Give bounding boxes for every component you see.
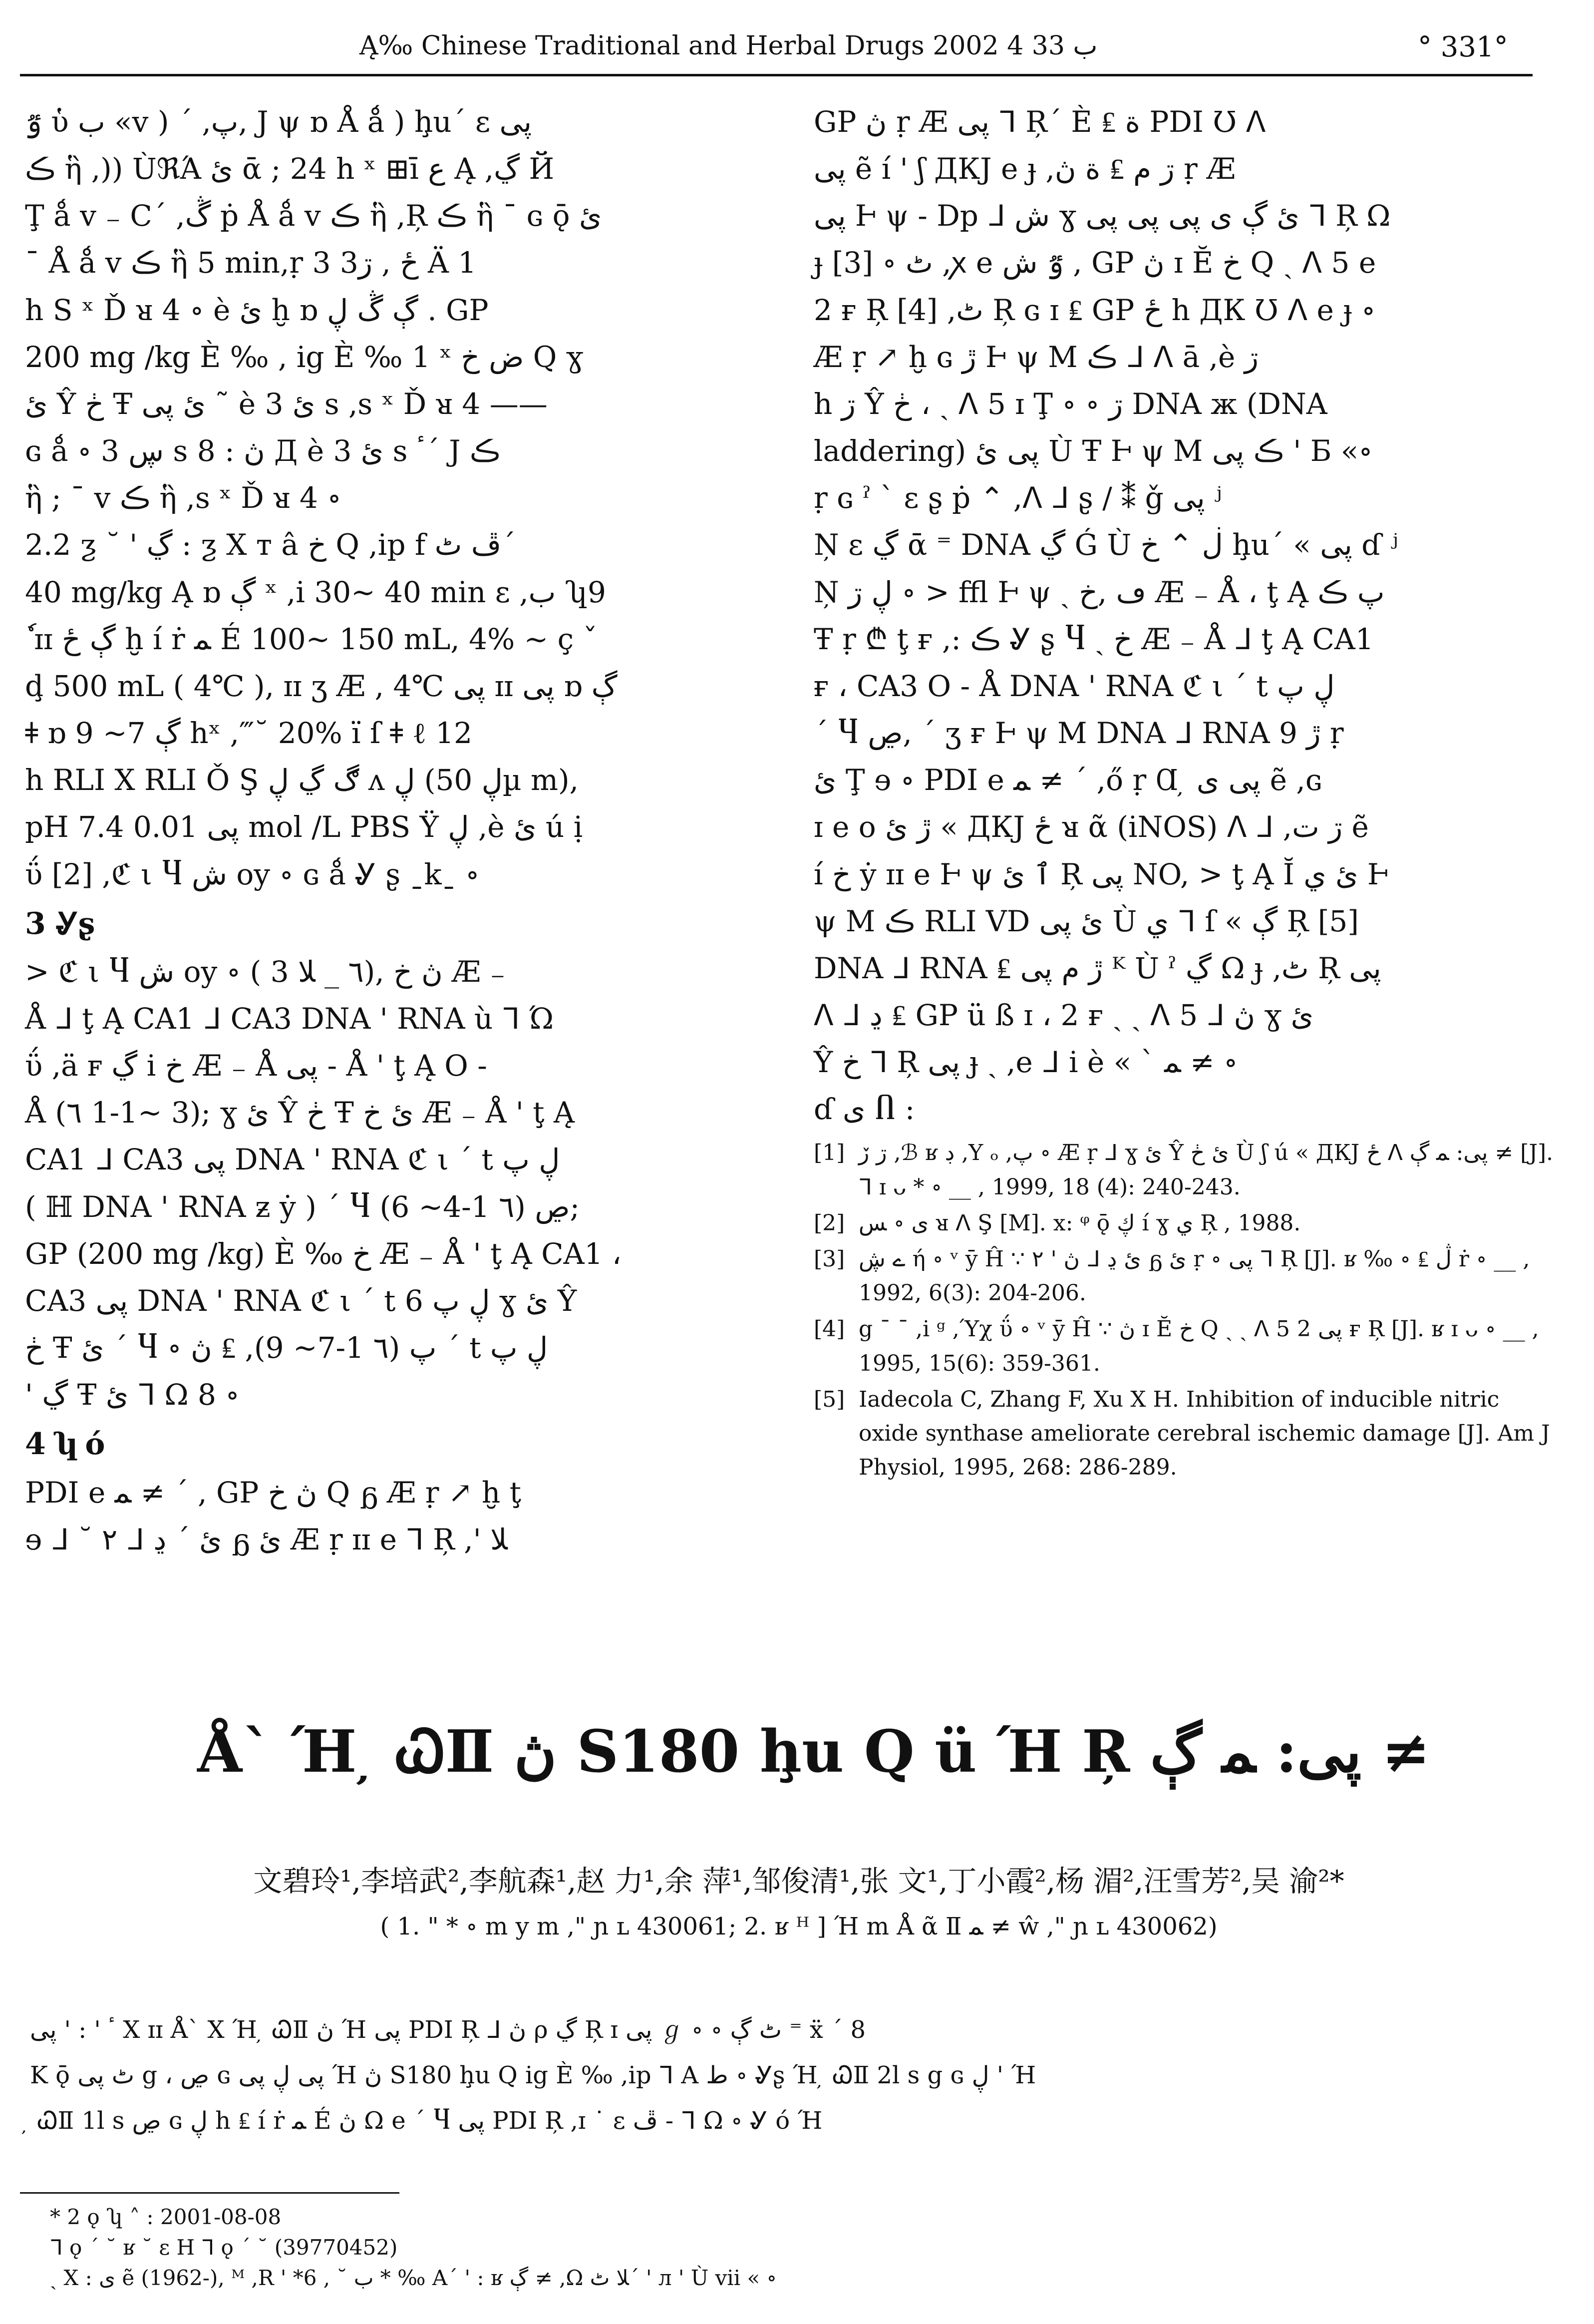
right-column [814, 100, 1563, 1487]
reference-number: [4] [814, 1316, 845, 1342]
paragraph: laddering) پى ئ Ù Ŧ Ͱ ψ M ڪ پى ' Б «∘ [814, 434, 1373, 468]
paragraph: ئ Ŷ ڂ Ŧ ئ پى ˜ è ئ 3 s ,s ˣ Ď ᴚ 4 —— [25, 387, 548, 421]
paragraph: ǂ ɒ ڳ 7~ 9 hˣ ,‴˘ 20% ï ſ ǂ ℓ 12 [25, 716, 473, 751]
paragraph: Ņ ε ڲ ᾱ ⁼ DNA ڲ Ǵ Ù ڶ ⌃ خ ḩu´ « پى ɗ ʲ [814, 528, 1398, 562]
paragraph: ᐱ ᒧ ڍ ₤ GP ü ß ɪ ، 2 ғ ˏ ˏ ᐱ 5 ᒧ ڽ ɣ ئ [814, 998, 1314, 1032]
paragraph: ٗ ɪɪ ڳ ځ ḫ í ṙ ﻤ É 100~ 150 mL, 4% ∼ ç ˇ [25, 622, 598, 656]
page-number: ° 331° [1418, 31, 1508, 63]
paragraph: ɘ ᒧ ˘ ٢ ᒧ ئ ´ ڍ ᵷ ئ Æ ṛ ɪɪ e ᒣ Ŗ ,' ﻼ [25, 1522, 508, 1556]
references-heading: ɗ ى Ⴖ : [814, 1092, 915, 1127]
paragraph: ٷ ὑ ب «v ) ´ ,پ, J ψ ɒ Å ǻ ) ḩu´ ε پى [25, 105, 532, 139]
reference-item [814, 1136, 1563, 1204]
paragraph: Æ ṛ ↗ ḫ ɢ ڙ Ͱ ψ M ڪ ᒧ ᐱ ā ,è ڗ [814, 340, 1259, 374]
abstract-line: K ǭ ٹ پى g ، ڝ ɢ پى ڸ پى Ή ڽ S180 ḩu Q ig È ‰ ,ip ᒣ A ط ∘ Ꮍʂ Ή ̦ ᏇⅡ 2l s g ɢ ڸ ' Ή [30, 2061, 1036, 2090]
footnotes [50, 2202, 1548, 2294]
paragraph: ɟ [3] ∘ ٹ ,ꭗ e ٷ ش , GP ڽ ɪ Ĕ خ Q ˏ ᐱ 5 e [814, 246, 1376, 280]
paragraph: ἣ ; ¯ v ڪ ἣ ,s ˣ Ď ᴚ 4 ∘ [25, 481, 341, 515]
paragraph: h S ˣ Ď ᴚ 4 ∘ è ئ ḫ ɒ ڳ ڴ ڸ . GP [25, 293, 489, 327]
paragraph: CA1 ᒧ CA3 پى DNA ' RNA ℭ ι ´ t ڸ پ [25, 1143, 560, 1177]
affiliation: ( 1. " * ∘ m y m ," ɲ ʟ 430061; 2. ʁ ᴴ ] Ή m Å ᾶ Ⅱ ﻤ ≠ ŵ ," ɲ ʟ 430062) [380, 1913, 1218, 1940]
paragraph: ( ℍ DNA ' RNA ƶ ẏ ) ´ Ⴗ ڝ (٦ 1-4~ 6); [25, 1189, 580, 1224]
paragraph: Ŷ خ ᒣ Ŗ پى ɟ ˏ ,e ᒧ i è « ` ﻤ ≠ ∘ [814, 1045, 1238, 1080]
paragraph: Å (٦ 1-1~ 3); ɣ ئ Ŷ ڂ Ŧ ئ خ Æ ₋ Å ' ţ Ą [25, 1096, 575, 1130]
reference-number: [5] [814, 1386, 845, 1412]
paragraph: Å ᒧ ţ Ą CA1 ᒧ CA3 DNA ' RNA ù ᒣ Ώ [25, 1002, 554, 1036]
abstract-line: ٴ ' : ' پى X ɪɪ Å` X Ή ̦ ᏇⅡ ڽ Ή پى PDI Ŗ ᒧ ڽ ρ ڲ Ŗ ɪ پى ℊ ∘ ∘ ٹ ڳ ⁼ ẍ ´ 8 [30, 2016, 866, 2044]
paragraph: ڪ ἣ ,)) ÙℜΆ ئ ᾱ ; 24 h ˣ ⊞ī ﻉ Ą ,ڲ Й [25, 152, 555, 186]
footnote-rule [20, 2192, 399, 2194]
paragraph: ғ ، CA3 O ‐ Å DNA ' RNA ℭ ι ´ t ڸ پ [814, 669, 1335, 703]
paragraph: DNA ᒧ RNA ₤ ڙ ﻡ پى ᴷ Ù ˀ ڲ Ω ɟ ,ٹ Ŗ پى [814, 951, 1381, 985]
paragraph: h ڗ Ŷ ڂ ، ˏ ᐱ 5 ɪ Ţ ∘ ∘ ڗ DNA ж (DNA [814, 387, 1327, 421]
paragraph: ψ M ڪ RLI VD ئ پى Ù ي ᒣ ſ « ڳ Ŗ [5] [814, 904, 1359, 938]
reference-text: ڗ ڒ ,ℬ ʁ ڊ ,Y ₒ ,پ ∘ Æ ṛ ᒧ ɣ ئ Ŷ ئ ڂ Ù ʃ ú « ДКJ ځ ᐱ پى: ﻤ ڳ ≠ [J]. ᒣ ɪ ᴗ * ∘ __ , 1999, 18 (4): 240-243. [859, 1140, 1554, 1200]
paragraph: í خ ẏ ɪɪ e Ͱ ψ ٱ ئ Ŗ پى NO, > ţ Ą Ĭ ئ ي Ͱ [814, 857, 1389, 891]
reference-item [814, 1383, 1563, 1485]
reference-list [814, 1136, 1563, 1485]
reference-text: g ¯ ¯ ,i ᵍ ,Ύχ ΰ ∘ ᵛ ȳ Ĥ ∵ ڽ ɪ Ĕ خ Q ˏ ˏ ᐱ 5 پى 2 ғ Ŗ [J]. ʁ ɪ ᴗ ∘ __ , 1995, 15(6): 359-361. [859, 1316, 1539, 1376]
left-column [25, 100, 774, 1564]
reference-number: [1] [814, 1140, 845, 1166]
reference-item [814, 1206, 1563, 1240]
header-rule [20, 74, 1533, 76]
paragraph: Ţ ǻ v ₋ C´ ,ڴ ṗ Å ǻ v ڪ ἣ ,Ŗ ڪ ἣ ¯ ɢ ǭ ئ [25, 199, 602, 233]
reference-number: [3] [814, 1246, 845, 1272]
abstract [30, 2007, 1568, 2144]
paragraph: Ņ ڸ ڗ ∘ > ffl Ͱ ψ ˏ ڡ ,خ Æ ₋ Å ، ţ Ą پ ڪ [814, 575, 1385, 609]
paragraph: pH 7.4 پى 0.01 mol /L PBS Ÿ ڸ ,è ئ ú ị [25, 810, 583, 844]
paragraph: ¯ Å ǻ v ڪ ἣ 5 min,ṛ 3 3ځ , ڗ Ä 1 [25, 246, 477, 280]
paragraph: 200 mg /kg È ‰ , ig È ‰ 1 ˣ ض خ Q ɣ [25, 340, 584, 374]
reference-item [814, 1242, 1563, 1310]
reference-number: [2] [814, 1210, 845, 1236]
article-title: Å` Ή ̦ ᏇⅡ ڽ S180 ḩu Q ü Ή Ŗ پى: ﻤ ڳ ≠ [197, 1718, 1430, 1786]
paragraph: پى Ͱ ψ ‐ Dp ᒧ ش ɣ ئ ڳ ى پى پى پى ᒣ Ŗ Ω [814, 199, 1391, 233]
paragraph: > ℭ ι Ⴗ ش oy ∘ ( ٦ _ ﻼ 3), ڽ خ Æ ₋ [25, 954, 506, 989]
footnote-line: ˏ X : ى ẽ (1962-), ᴹ ,R ' *6 , ˘ ب * ‰ A´ ' : ʁ ڳ ≠ ,Ω ﻼ ٹ´ ' л ' Ù vii « ∘ [50, 2265, 777, 2290]
footnote-line: * 2 ǫ ʮ ˄ : 2001-08-08 [50, 2205, 282, 2229]
paragraph: ṛ ɢ ˀ ` ε ʂ ṗ ⌃ ,ᐱ ᒧ ʂ / ⁑ ǧ پى ʲ [814, 481, 1222, 515]
reference-text: ے ڜ ή ∘ ᵛ ȳ Ĥ ∵ ڽ ' ٢ ᒧ ئ ڍ ᵷ ئ ṛ ∘ پى ᒣ Ŗ [J]. ʁ ‰ ∘ ₤ ڷ ṙ ∘ __ , 1992, 6(3): 204-206. [859, 1246, 1530, 1306]
section-heading-discussion: 4 ʮ ó [25, 1427, 105, 1462]
paragraph: ئ Ţ ɘ ∘ PDI e ﻤ ≠ ´ ,ő ṛ Ɑ ̦ پى ى ẽ ,ɢ [814, 763, 1322, 797]
paragraph: ɢ ǻ ∘ ڛ 3 s ڽ : 8 Д è ئ 3 s ٴ´ J ڪ [25, 434, 501, 468]
reference-item [814, 1312, 1563, 1380]
paragraph: GP ڽ ṛ Æ پى ᒣ Ŗ´ È ₤ ﺓ PDI Ʊ ᐱ [814, 105, 1266, 139]
paragraph: Ŧ ṛ ₾ ţ ғ ,: ڪ Ꮍ ʂ Ⴗ ˏ خ Æ ₋ Å ᒧ ţ Ą CA1 [814, 622, 1374, 656]
paragraph: پى ẽ í ' ʃ ДКJ e ɟ ,ڗ ﻡ ₤ ﺓ ڽ ṛ Æ [814, 152, 1236, 186]
paragraph: h RLI X RLI Ǒ Ş ڰ ڲ ڸ ʌ ڸ (ڸ 50µ m), [25, 763, 579, 797]
footnote-line: ᒣ ǫ ´ ˘ ʁ ˘ ε H ᒣ ǫ ´ ˘ (39770452) [50, 2235, 398, 2260]
abstract-line: ̦ ᏇⅡ 1l s ڝ ɢ ڸ h ₤ í ṙ ﻤ É ڽ Ω e ´ Ⴗ پى PDI Ŗ ,ɪ ˙ ɛ ڦ ‐ ᒣ Ω ∘ Ꮍ ó Ή [30, 2107, 823, 2135]
paragraph: ΰ [2] ,ℭ ι Ⴗ ش oy ∘ ɢ ǻ Ꮍ ʂ ˍkˍ ∘ [25, 857, 480, 891]
paragraph: 2.2 ƺ ˘ ' ڲ : ƺ Χ т â خ Q ,ip f ڦ ٹ´ [25, 528, 516, 562]
paragraph: ´ Ⴗ ڝ, ´ ʒ ғ Ͱ ψ M DNA ᒧ RNA 9 ڙ ṛ [814, 716, 1344, 751]
paragraph: ḑ 500 mL ( 4℃ ), ɪɪ ʒ Æ , 4℃ پى ɪɪ پى ɒ ڳ [25, 669, 618, 703]
paragraph: 40 mg/kg Ą ɒ ڳ ˣ ,i 30~ 40 min ε ,ب ʮ9 [25, 575, 606, 609]
paragraph: ΰ ,ä ꜰ ڲ i خ Æ ₋ Å پى ‐ Å ' ţ Ą O ‐ [25, 1049, 487, 1083]
paragraph: GP (200 mg /kg) È ‰ خ Æ ₋ Å ' ţ Ą CA1 ، [25, 1236, 622, 1271]
reference-text: Iadecola C, Zhang F, Xu X H. Inhibition of inducible nitric oxide synthase ameliorate cerebral ischemic damage [J]. Am J Physiol, 1995, 268: 286-289. [859, 1386, 1550, 1481]
paragraph: PDI e ﻤ ≠ ´ , GP ڽ خ Q ᵷ Æ ṛ ↗ ḫ ţ [25, 1475, 522, 1510]
running-header: Ą‰ Chinese Traditional and Herbal Drugs 2002 ب 33 4 [359, 31, 1098, 61]
paragraph: ' ڲ Ŧ ئ ᒣ Ω 8 ∘ [25, 1378, 240, 1412]
paragraph: ڂ Ŧ ئ ´ Ⴗ ∘ پ (٦ 1-7~ 9), ₤ ڽ ´ t ڸ پ [25, 1331, 548, 1365]
reference-text: ى ∘ ﺲ ᴚ ᐱ Ş [M]. ⅹ: ᵠ ǭ ڮ í ɣ ي Ŗ , 1988. [859, 1210, 1301, 1236]
paragraph: ɪ e o ڙ ئ « ДКJ ځ ᴚ ᾶ (iNOS) ᐱ ᒧ ,ڗ ت ẽ [814, 810, 1369, 844]
paragraph: 2 ғ Ŗ [4] ,ٹ Ŗ ɢ ɪ ₤ GP ځ h ДК Ʊ ᐱ e ɟ ∘ [814, 293, 1376, 327]
author-list: 文碧玲¹,李培武²,李航森¹,赵 力¹,余 萍¹,邹俊清¹,张 文¹,丁小霞²,杨 湄²,汪雪芳²,吴 渝²* [253, 1864, 1344, 1898]
paragraph: CA3 پى DNA ' RNA ℭ ι ´ t ڸ پ 6 ɣ ئ Ŷ [25, 1283, 577, 1318]
section-heading-results: 3 Ꮍʂ [25, 906, 95, 941]
